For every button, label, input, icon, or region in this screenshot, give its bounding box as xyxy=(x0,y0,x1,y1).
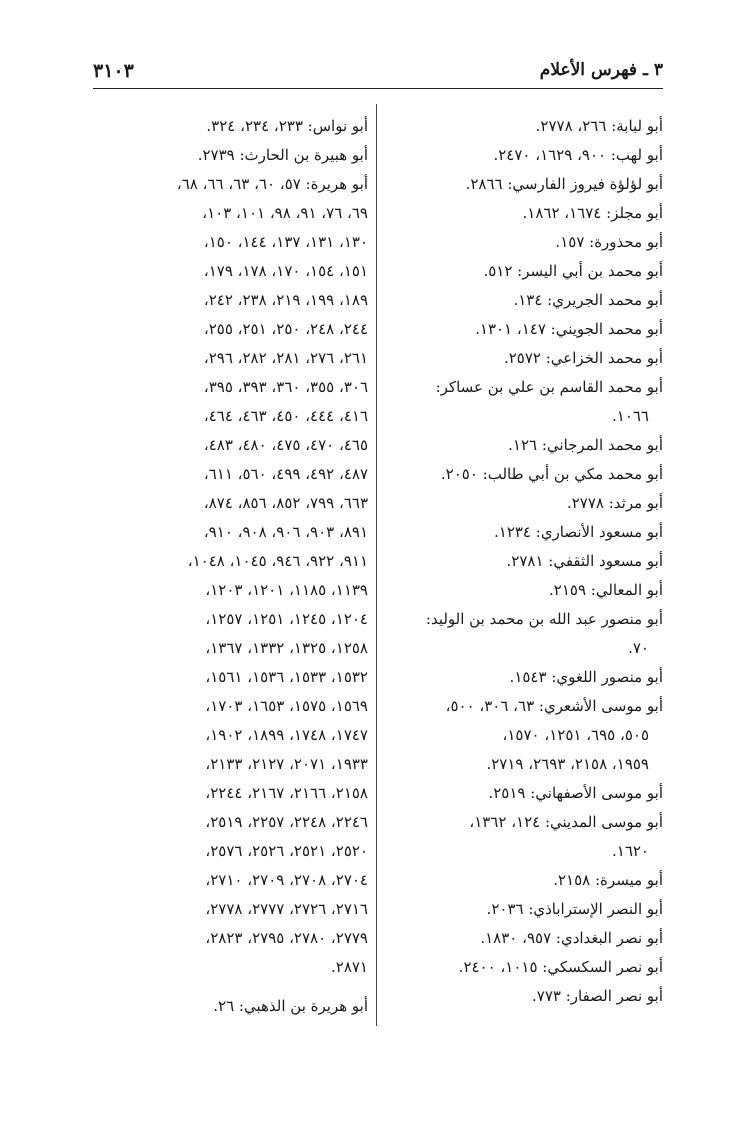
index-entry xyxy=(385,228,663,257)
index-entry xyxy=(385,170,663,199)
page-reference-line: ٤١٦، ٤٤٤، ٤٥٠، ٤٦٣، ٤٦٤، xyxy=(203,407,368,425)
page-reference-line: ١٥٣٢، ١٥٣٣، ١٥٣٦، ١٥٦١، xyxy=(205,668,368,686)
index-entry-text: أبو محذورة: ١٥٧. xyxy=(555,233,663,251)
index-entry-text: أبو محمد المرجاني: ١٢٦. xyxy=(508,436,663,454)
page-number: ٣١٠٣ xyxy=(93,60,134,82)
index-entry xyxy=(385,924,663,953)
page-reference-line: ١٧٤٧، ١٧٤٨، ١٨٩٩، ١٩٠٢، xyxy=(205,726,368,744)
index-entry xyxy=(385,489,663,518)
index-entry-text: أبو النصر الإستراباذي: ٢٠٣٦. xyxy=(486,900,663,918)
index-entry xyxy=(385,547,663,576)
index-entry-text: أبو منصور اللغوي: ١٥٤٣. xyxy=(509,668,663,686)
index-entry-text: أبو موسى الأشعري: ٦٣، ٣٠٦، ٥٠٠، xyxy=(445,697,663,715)
index-entry-text: أبو مسعود الثقفي: ٢٧٨١. xyxy=(506,552,663,570)
index-entry xyxy=(385,257,663,286)
page-reference-line: ١٥٦٩، ١٥٧٥، ١٦٥٣، ١٧٠٣، xyxy=(205,697,368,715)
index-entry-continuation: ٥٠٥، ٦٩٥، ١٢٥١، ١٥٧٠، xyxy=(502,726,649,744)
index-entry xyxy=(385,982,663,1011)
page-reference-line: ٢٢٤٦، ٢٢٤٨، ٢٢٥٧، ٢٥١٩، xyxy=(205,813,368,831)
running-title: ٣ ـ فهرس الأعلام xyxy=(539,60,663,80)
index-entry-text: أبو مرثد: ٢٧٧٨. xyxy=(566,494,663,512)
page-reference-line: ١٣٠، ١٣١، ١٣٧، ١٤٤، ١٥٠، xyxy=(203,233,368,251)
page-reference-line: ٢٧٧٩، ٢٧٨٠، ٢٧٩٥، ٢٨٢٣، xyxy=(205,929,368,947)
page-reference-line: ١١٣٩، ١١٨٥، ١٢٠١، ١٢٠٣، xyxy=(205,581,368,599)
index-entry-text: أبو موسى الأصفهاني: ٢٥١٩. xyxy=(488,784,663,802)
page-reference-line: ٢٥٢٠، ٢٥٢١، ٢٥٢٦، ٢٥٧٦، xyxy=(205,842,368,860)
index-entry-text: أبو محمد القاسم بن علي بن عساكر: xyxy=(435,378,663,396)
index-entry-heading: أبو هريرة: ٥٧، ٦٠، ٦٣، ٦٦، ٦٨، xyxy=(176,175,368,193)
index-entry-text: أبو نصر السكسكي: ١٠١٥، ٢٤٠٠. xyxy=(458,958,663,976)
page-header xyxy=(93,58,663,89)
index-entry-text: أبو ميسرة: ٢١٥٨. xyxy=(553,871,663,889)
index-entry xyxy=(385,605,663,663)
index-entry xyxy=(385,344,663,373)
page-reference-line: ١٢٠٤، ١٢٤٥، ١٢٥١، ١٢٥٧، xyxy=(205,610,368,628)
index-entry xyxy=(385,373,663,431)
page-reference-line: ٦٦٣، ٧٩٩، ٨٥٢، ٨٥٦، ٨٧٤، xyxy=(203,494,368,512)
page-reference-line: ٢١٥٨، ٢١٦٦، ٢١٦٧، ٢٢٤٤، xyxy=(205,784,368,802)
page-reference-line: ٢٨٧١. xyxy=(330,958,368,976)
index-entry-continuation: ١٠٦٦. xyxy=(611,407,649,425)
index-entry xyxy=(385,460,663,489)
page-reference-line: ١٢٥٨، ١٣٢٥، ١٣٣٢، ١٣٦٧، xyxy=(205,639,368,657)
index-entry-text: أبو المعالي: ٢١٥٩. xyxy=(549,581,663,599)
page-reference-line: ١٩٣٣، ٢٠٧١، ٢١٢٧، ٢١٣٣، xyxy=(205,755,368,773)
index-entry-continuation: ١٩٥٩، ٢١٥٨، ٢٦٩٣، ٢٧١٩. xyxy=(486,755,649,773)
index-entry: أبو نواس: ٢٣٣، ٢٣٤، ٣٢٤. xyxy=(206,117,368,135)
index-entry-text: أبو لهب: ٩٠٠، ١٦٢٩، ٢٤٧٠. xyxy=(493,146,663,164)
index-entry xyxy=(385,663,663,692)
index-entry-text: أبو محمد مكي بن أبي طالب: ٢٠٥٠. xyxy=(440,465,663,483)
index-entry xyxy=(385,866,663,895)
index-entry xyxy=(385,199,663,228)
index-entry xyxy=(385,141,663,170)
page-reference-line: ١٥١، ١٥٤، ١٧٠، ١٧٨، ١٧٩، xyxy=(203,262,368,280)
page-reference-line: ٣٠٦، ٣٥٥، ٣٦٠، ٣٩٣، ٣٩٥، xyxy=(203,378,368,396)
index-entry xyxy=(385,895,663,924)
page-reference-line: ٢٦١، ٢٧٦، ٢٨١، ٢٨٢، ٢٩٦، xyxy=(203,349,368,367)
page-reference-line: ٨٩١، ٩٠٣، ٩٠٦، ٩٠٨، ٩١٠، xyxy=(203,523,368,541)
index-entry-text: أبو مسعود الأنصاري: ١٢٣٤. xyxy=(493,523,663,541)
index-column-left xyxy=(96,112,368,1021)
index-entry xyxy=(385,692,663,779)
index-entry-continuation: ١٦٢٠. xyxy=(611,842,649,860)
index-entry xyxy=(385,112,663,141)
index-entry xyxy=(385,518,663,547)
index-entry xyxy=(385,808,663,866)
index-entry xyxy=(385,286,663,315)
index-entry-abu-hurayra xyxy=(96,170,368,982)
page-reference-line: ٢٤٤، ٢٤٨، ٢٥٠، ٢٥١، ٢٥٥، xyxy=(203,320,368,338)
page-reference-line: ٦٩، ٧٦، ٩١، ٩٨، ١٠١، ١٠٣، xyxy=(202,204,368,222)
index-entry-text: أبو منصور عبد الله بن محمد بن الوليد: xyxy=(425,610,663,628)
index-entry-text: أبو محمد الخزاعي: ٢٥٧٢. xyxy=(503,349,663,367)
page-reference-line: ٢٧٠٤، ٢٧٠٨، ٢٧٠٩، ٢٧١٠، xyxy=(205,871,368,889)
column-divider xyxy=(376,104,377,1026)
index-entry-text: أبو نصر البغدادي: ٩٥٧، ١٨٣٠. xyxy=(480,929,663,947)
index-entry xyxy=(385,779,663,808)
index-entry xyxy=(385,315,663,344)
index-entry-text: أبو لبابة: ٢٦٦، ٢٧٧٨. xyxy=(535,117,663,135)
index-entry xyxy=(385,576,663,605)
page-reference-line: ٤٦٥، ٤٧٠، ٤٧٥، ٤٨٠، ٤٨٣، xyxy=(203,436,368,454)
index-entry-text: أبو محمد بن أبي اليسر: ٥١٢. xyxy=(483,262,663,280)
index-entry: أبو هريرة بن الذهبي: ٢٦. xyxy=(213,997,368,1015)
index-entry xyxy=(385,431,663,460)
page-reference-line: ٩١١، ٩٢٢، ٩٤٦، ١٠٤٥، ١٠٤٨، xyxy=(187,552,368,570)
index-entry-text: أبو لؤلؤة فيروز الفارسي: ٢٨٦٦. xyxy=(465,175,663,193)
index-entry-text: أبو مجلز: ١٦٧٤، ١٨٦٢. xyxy=(522,204,663,222)
page-reference-line: ٤٨٧، ٤٩٢، ٤٩٩، ٥٦٠، ٦١١، xyxy=(203,465,368,483)
index-column-right xyxy=(385,112,663,1011)
index-entry xyxy=(385,953,663,982)
index-entry-text: أبو موسى المديني: ١٢٤، ١٣٦٢، xyxy=(469,813,663,831)
index-entry-text: أبو محمد الجريري: ١٣٤. xyxy=(513,291,663,309)
index-entry-text: أبو نصر الصفار: ٧٧٣. xyxy=(531,987,663,1005)
index-entry: أبو هبيرة بن الحارث: ٢٧٣٩. xyxy=(197,146,368,164)
page-reference-list xyxy=(96,199,368,982)
page-reference-line: ٢٧١٦، ٢٧٢٦، ٢٧٧٧، ٢٧٧٨، xyxy=(205,900,368,918)
page-reference-line: ١٨٩، ١٩٩، ٢١٩، ٢٣٨، ٢٤٢، xyxy=(203,291,368,309)
index-entry-continuation: ٧٠. xyxy=(628,639,649,657)
index-entry-text: أبو محمد الجويني: ١٤٧، ١٣٠١. xyxy=(475,320,663,338)
